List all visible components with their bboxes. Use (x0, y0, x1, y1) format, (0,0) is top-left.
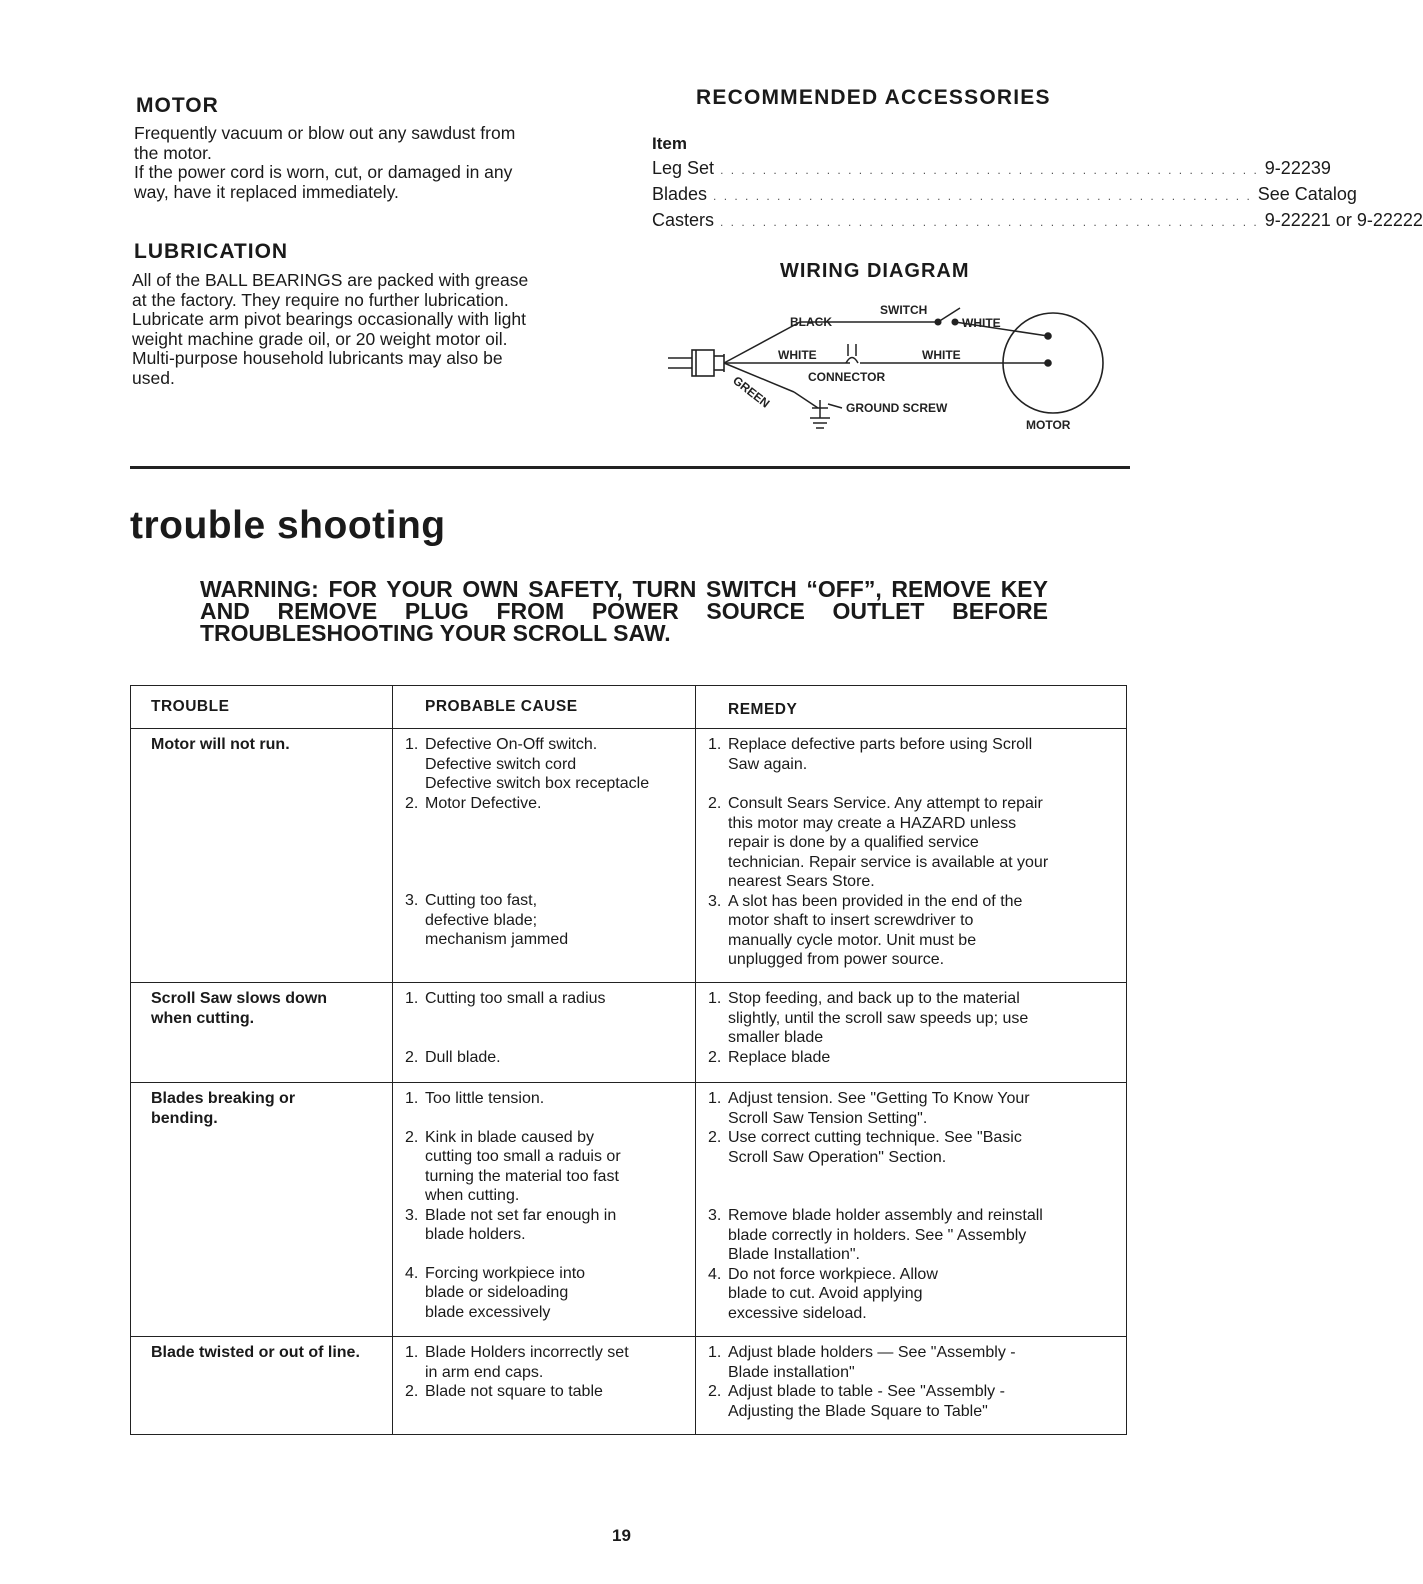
item-number: 1. (405, 736, 419, 753)
cause-line: Blade not square to table (425, 1383, 603, 1400)
accessory-name: Leg Set (652, 158, 715, 178)
item-number: 1. (405, 1344, 419, 1361)
trouble-cell (131, 729, 393, 983)
remedy-line: Scroll Saw Operation" Section. (728, 1148, 947, 1166)
remedy-cell (696, 1337, 1127, 1435)
remedy-line: Adjust tension. See "Getting To Know Your (728, 1090, 1030, 1107)
item-number: 4. (708, 1265, 722, 1283)
troubleshooting-table (130, 685, 1127, 1435)
item-number: 1. (708, 736, 722, 753)
lubrication-heading: LUBRICATION (134, 240, 289, 263)
cause-item (405, 735, 689, 794)
item-number: 1. (708, 990, 722, 1007)
remedy-line: Adjust blade to table - See "Assembly - (728, 1383, 1005, 1400)
accessories-list (652, 156, 1423, 234)
cause-cell (393, 1337, 696, 1435)
switch-icon (935, 308, 960, 325)
remedy-line: repair is done by a qualified service (728, 834, 979, 851)
cause-line: Cutting too fast, (425, 892, 538, 909)
cause-line: Defective switch box receptacle (425, 775, 650, 792)
header-trouble (131, 686, 393, 729)
warning-line: WARNING: FOR YOUR OWN SAFETY, TURN SWITCH “OFF”, REMOVE KEY (200, 576, 1048, 602)
accessory-name: Blades (652, 184, 708, 204)
remedy-item (708, 735, 1120, 774)
remedy-cell (696, 1083, 1127, 1337)
item-number: 3. (405, 1206, 419, 1224)
lubrication-text (132, 271, 612, 388)
remedy-line: slightly, until the scroll saw speeds up; use (728, 1009, 1029, 1027)
lubrication-line: Lubricate arm pivot bearings occasionally with light (132, 309, 526, 329)
item-number: 1. (405, 990, 419, 1007)
remedy-line: excessive sideload. (728, 1304, 867, 1322)
remedy-item (708, 1206, 1120, 1265)
lubrication-line: All of the BALL BEARINGS are packed with grease (132, 270, 529, 290)
remedy-line: smaller blade (728, 1029, 824, 1046)
cause-line: Defective switch cord (425, 755, 577, 773)
cause-item (405, 1048, 689, 1068)
item-number: 2. (708, 795, 722, 812)
item-number: 2. (405, 1128, 419, 1146)
label-white-right: WHITE (922, 348, 961, 362)
lubrication-line: weight machine grade oil, or 20 weight motor oil. (132, 328, 508, 349)
remedy-line: Blade installation" (728, 1363, 855, 1381)
cause-line: defective blade; (425, 911, 538, 929)
remedy-line: Replace defective parts before using Scroll (728, 736, 1033, 753)
trouble-text: Scroll Saw slows down (151, 990, 328, 1007)
cause-item (405, 1089, 689, 1109)
cause-item (405, 1206, 689, 1245)
cause-item (405, 989, 689, 1009)
page-number: 19 (612, 1526, 631, 1545)
remedy-line: Replace blade (728, 1048, 831, 1066)
label-green: GREEN (730, 373, 773, 411)
remedy-line: Remove blade holder assembly and reinstall (728, 1207, 1043, 1224)
remedy-line: Blade Installation". (728, 1246, 860, 1263)
remedy-line: Adjusting the Blade Square to Table" (728, 1402, 988, 1420)
motor-line: If the power cord is worn, cut, or damaged in any (134, 162, 513, 182)
remedy-item (708, 1048, 1120, 1068)
item-number: 2. (405, 1383, 419, 1400)
remedy-item (708, 892, 1120, 970)
item-number: 3. (405, 892, 419, 909)
item-number: 1. (708, 1344, 722, 1361)
label-ground-screw: GROUND SCREW (846, 401, 948, 415)
remedy-line: this motor may create a HAZARD unless (728, 814, 1017, 832)
cause-line: Blade not set far enough in (425, 1206, 617, 1224)
cause-line: Defective On-Off switch. (425, 736, 598, 753)
table-row (131, 983, 1127, 1083)
header-remedy-label: REMEDY (728, 701, 798, 719)
cause-line: Too little tension. (425, 1090, 545, 1107)
motor-line: the motor. (134, 142, 212, 163)
page-title: trouble shooting (130, 504, 446, 547)
cause-cell (393, 983, 696, 1083)
leader-dots: . . . . . . . . . . . . . . . . . . . . . . . . . . . . . . . . . . . . . . . . . . . . . . . . . . . (713, 189, 1252, 203)
trouble-cell (131, 1337, 393, 1435)
cause-item (405, 1128, 689, 1206)
remedy-line: Do not force workpiece. Allow (728, 1265, 938, 1283)
accessories-item-label: Item (652, 134, 687, 153)
accessory-row (652, 208, 1423, 234)
wiring-diagram (660, 296, 1120, 436)
warning-line: TROUBLESHOOTING YOUR SCROLL SAW. (200, 620, 671, 646)
label-switch: SWITCH (880, 303, 928, 317)
cause-line: Kink in blade caused by (425, 1128, 594, 1146)
motor-text (134, 124, 614, 202)
remedy-item (708, 1265, 1120, 1324)
remedy-item (708, 1089, 1120, 1128)
ground-icon (810, 400, 842, 428)
warning-text (200, 578, 1048, 644)
remedy-line: blade to cut. Avoid applying (728, 1285, 923, 1302)
cause-line: Motor Defective. (425, 794, 542, 812)
motor-line: way, have it replaced immediately. (134, 181, 399, 202)
motor-heading: MOTOR (136, 94, 219, 117)
lubrication-line: Multi-purpose household lubricants may also be (132, 348, 503, 368)
remedy-line: nearest Sears Store. (728, 873, 875, 890)
warning-line: AND REMOVE PLUG FROM POWER SOURCE OUTLET BEFORE (200, 598, 1048, 624)
trouble-cell (131, 1083, 393, 1337)
item-number: 4. (405, 1264, 419, 1282)
trouble-text: when cutting. (151, 1009, 255, 1027)
remedy-line: Consult Sears Service. Any attempt to repair (728, 795, 1043, 812)
item-number: 3. (708, 892, 722, 910)
item-number: 2. (405, 1048, 419, 1066)
remedy-line: Saw again. (728, 755, 808, 773)
accessory-name: Casters (652, 210, 715, 230)
item-number: 1. (708, 1090, 722, 1107)
cause-line: Blade Holders incorrectly set (425, 1344, 629, 1361)
cause-item (405, 1343, 689, 1382)
item-number: 2. (405, 794, 419, 812)
lubrication-line: used. (132, 367, 175, 388)
remedy-item (708, 1343, 1120, 1382)
label-motor: MOTOR (1026, 418, 1071, 432)
remedy-item (708, 1382, 1120, 1421)
cause-line: Dull blade. (425, 1048, 501, 1066)
leader-dots: . . . . . . . . . . . . . . . . . . . . . . . . . . . . . . . . . . . . . . . . . . . . . . . . . . . (720, 215, 1259, 229)
trouble-cell (131, 983, 393, 1083)
cause-cell (393, 729, 696, 983)
motor-line: Frequently vacuum or blow out any sawdust from (134, 123, 516, 143)
cause-line: cutting too small a raduis or (425, 1148, 621, 1165)
remedy-line: A slot has been provided in the end of the (728, 892, 1023, 910)
label-white-left: WHITE (778, 348, 817, 362)
table-row (131, 1337, 1127, 1435)
remedy-cell (696, 729, 1127, 983)
accessories-heading: RECOMMENDED ACCESSORIES (696, 86, 1051, 109)
cause-cell (393, 1083, 696, 1337)
accessory-value: See Catalog (1257, 184, 1357, 204)
cause-line: blade excessively (425, 1303, 551, 1321)
cause-line: turning the material too fast (425, 1167, 619, 1185)
header-trouble-label: TROUBLE (151, 698, 230, 716)
cause-line: Forcing workpiece into (425, 1264, 586, 1282)
table-row (131, 1083, 1127, 1337)
remedy-line: motor shaft to insert screwdriver to (728, 912, 974, 929)
trouble-text: Blades breaking or (151, 1090, 296, 1107)
remedy-item (708, 989, 1120, 1048)
header-cause (393, 686, 696, 729)
cause-item (405, 1264, 689, 1323)
lubrication-line: at the factory. They require no further lubrication. (132, 289, 509, 310)
connector-icon (846, 344, 858, 363)
accessory-row (652, 182, 1357, 208)
plug-icon (668, 350, 724, 376)
item-number: 2. (708, 1383, 722, 1400)
remedy-line: technician. Repair service is available at your (728, 853, 1049, 871)
wire-lines (724, 322, 1048, 411)
header-cause-label: PROBABLE CAUSE (425, 698, 578, 716)
cause-item (405, 1382, 689, 1402)
trouble-text: bending. (151, 1109, 218, 1127)
cause-line: mechanism jammed (425, 931, 569, 948)
remedy-item (708, 1128, 1120, 1167)
trouble-text: Blade twisted or out of line. (151, 1344, 360, 1361)
cause-line: in arm end caps. (425, 1363, 544, 1381)
remedy-line: unplugged from power source. (728, 951, 945, 968)
item-number: 3. (708, 1207, 722, 1224)
accessory-value: 9-22239 (1264, 158, 1331, 178)
remedy-line: manually cycle motor. Unit must be (728, 931, 977, 949)
label-black: BLACK (790, 315, 832, 329)
label-white-top: WHITE (962, 316, 1001, 330)
remedy-line: Use correct cutting technique. See "Basic (728, 1129, 1022, 1146)
cause-line: Cutting too small a radius (425, 990, 606, 1007)
table-row (131, 729, 1127, 983)
table-header-row (131, 686, 1127, 729)
cause-line: blade holders. (425, 1226, 526, 1243)
remedy-item (708, 794, 1120, 892)
remedy-line: blade correctly in holders. See " Assembly (728, 1226, 1027, 1244)
label-connector: CONNECTOR (808, 370, 886, 384)
section-divider (130, 466, 1130, 469)
header-remedy (696, 686, 1127, 729)
remedy-line: Adjust blade holders — See "Assembly - (728, 1344, 1016, 1361)
accessory-value: 9-22221 or 9-22222 (1264, 210, 1423, 230)
remedy-line: Scroll Saw Tension Setting". (728, 1109, 928, 1127)
item-number: 2. (708, 1129, 722, 1146)
remedy-cell (696, 983, 1127, 1083)
leader-dots: . . . . . . . . . . . . . . . . . . . . . . . . . . . . . . . . . . . . . . . . . . . . . . . . . . . (720, 163, 1259, 177)
cause-item (405, 891, 689, 950)
item-number: 1. (405, 1090, 419, 1107)
remedy-line: Stop feeding, and back up to the material (728, 990, 1020, 1007)
accessory-row (652, 156, 1331, 182)
cause-item (405, 794, 689, 814)
cause-line: when cutting. (425, 1187, 520, 1204)
item-number: 2. (708, 1048, 722, 1066)
wiring-heading: WIRING DIAGRAM (780, 260, 970, 282)
cause-line: blade or sideloading (425, 1284, 569, 1301)
trouble-text: Motor will not run. (151, 736, 290, 753)
